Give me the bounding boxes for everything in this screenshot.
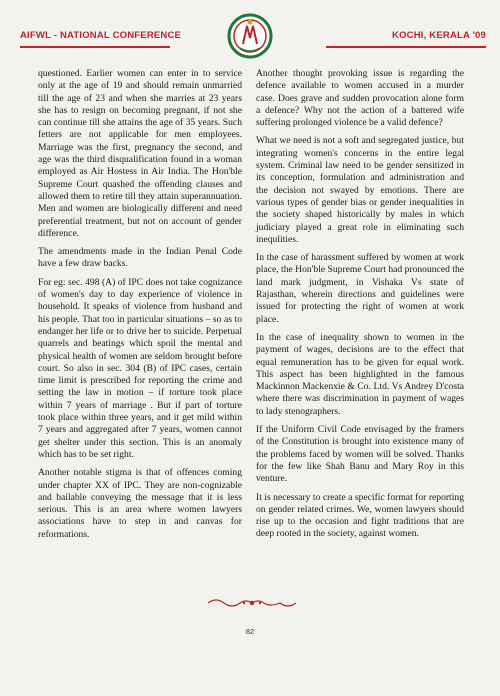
paragraph: For eg: sec. 498 (A) of IPC does not take cognizance of women's day to day experience of violence in household. It speaks of violence from husband and his people. That too in particular situations – so as to endanger her life or to drive her to suicide. Perpetual quarrels and beatings which spoil the mental and physical health of women are seldom brought before court. So also in sec. 304 (B) of IPC cases, certain time limit is prescribed for reporting the crime and setting the law in motion – if torture took place within 7 years of marriage . But if part of torture took place within three years, and it get mild within 7 years and aggregated after 7 years, women cannot get shelter under this section. This is an anomaly which has to be set right.: [38, 276, 242, 460]
paragraph: What we need is not a soft and segregated justice, but integrating women's concerns in the entire legal system. Criminal law need to be gender sensitized in its conception, formulation and administration and the decision not swayed by emotions. There are various types of gender bias or gender inequalities in the society shaped historically by males in which judiciary played a great role in eliminating such inequlities.: [256, 135, 464, 245]
paragraph: questioned. Earlier women can enter in to service only at the age of 19 and should remain unmarried till the age of 23 and when she marries at 23 years she has to resign on becoming pregnant, if not she can continue till she attains the age of 35 years. Such fetters are not applicable for men employees. Marriage was the first, pregnancy the second, and age was the third disqualification found in a woman employed as Air Hostess in Air India. The Hon'ble Supreme Court quashed the offending clauses and allowed them to retire till they attain superannuation. Men and women are biologically different and need preferential treatment, but not on account of gender difference.: [38, 68, 242, 239]
conference-title: AIFWL - NATIONAL CONFERENCE: [20, 30, 182, 41]
paragraph: In the case of harassment suffered by women at work place, the Hon'ble Supreme Court had pronounced the land mark judgment, in Vishaka Vs state of Rajasthan, wherein directions and guidelines were issued for protecting the right of women at work place.: [256, 252, 464, 325]
scroll-ornament-icon: [206, 596, 298, 610]
page-number: 82: [245, 627, 255, 636]
paragraph: If the Uniform Civil Code envisaged by the framers of the Constitution is brought into existence many of the problems faced by women will be solved. Thanks for the few like Shah Banu and Mary Roy in this venture.: [256, 424, 464, 485]
paragraph: Another notable stigma is that of offences coming under chapter XX of IPC. They are non-cognizable and bailable conveying the message that it is less serious. This is an area where women lawyers associations have to step in and canvas for reformations.: [38, 467, 242, 540]
paragraph: In the case of inequality shown to women in the payment of wages, decisions are to the effect that equal remuneration has to be given for equal work. This aspect has been highlighted in the famous Mackinnon Mackenxie & Co. Ltd. Vs Andrey D'costa where there was discrimination in payment of wages to lady stenographers.: [256, 331, 464, 417]
conference-emblem-icon: [226, 8, 274, 66]
paragraph: The amendments made in the Indian Penal Code have a few draw backs.: [38, 246, 242, 270]
header-rule-left: [20, 46, 170, 48]
page-header: [14, 8, 486, 66]
header-rule-right: [326, 46, 486, 48]
paragraph: Another thought provoking issue is regarding the defence available to women accused in a murder case. Does grave and sudden provocation alone form a defence? Why not the action of a battered wife suffering prolonged violence be a valid defence?: [256, 68, 464, 129]
left-column: [38, 68, 242, 547]
paragraph: It is necessary to create a specific format for reporting on gender related crimes. We, women lawyers should rise up to the occasion and fight traditions that are deep rooted in the society, against women.: [256, 491, 464, 540]
right-column: [256, 68, 464, 547]
conference-venue: KOCHI, KERALA '09: [392, 30, 486, 41]
